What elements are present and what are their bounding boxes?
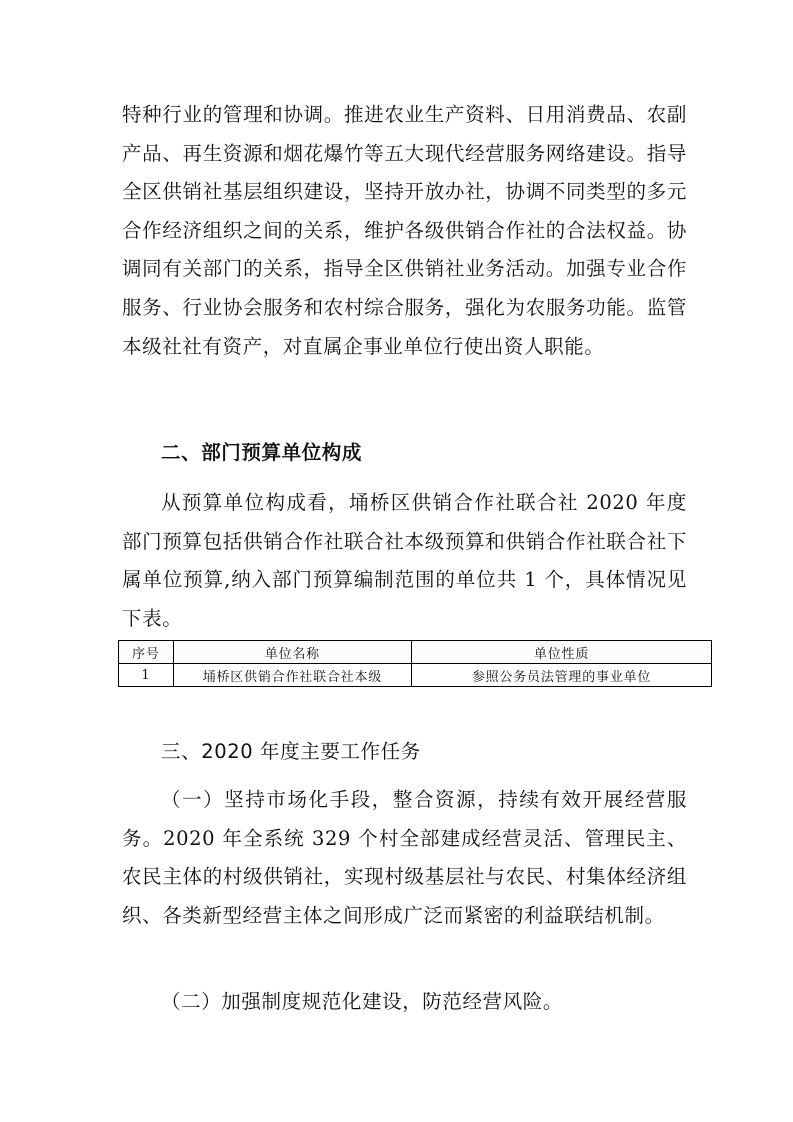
body-paragraph: 特种行业的管理和协调。推进农业生产资料、日用消费品、农副产品、再生资源和烟花爆竹等五大现代经营服务网络建设。指导全区供销社基层组织建设，坚持开放办社，协调不同类型的多元合作经济组织之间的关系，维护各级供销合作社的合法权益。协调同有关部门的关系，指导全区供销社业务活动。加强专业合作服务、行业协会服务和农村综合服务，强化为农服务功能。监管本级社社有资产，对直属企事业单位行使出资人职能。 — [122, 103, 687, 358]
body-paragraph: （一）坚持市场化手段，整合资源，持续有效开展经营服务。2020 年全系统 329 个村全部建成经营灵活、管理民主、农民主体的村级供销社，实现村级基层社与农民、村集体经济组织、各类新型经营主体之间形成广泛而紧密的利益联结机制。 — [122, 788, 687, 927]
column-header-unit-type: 单位性质 — [412, 641, 712, 664]
section-heading: 二、部门预算单位构成 — [161, 441, 363, 464]
table-row — [119, 664, 712, 687]
table-cell-unit-type: 参照公务员法管理的事业单位 — [412, 664, 712, 687]
table-header-row — [119, 641, 712, 664]
body-paragraph: （二）加强制度规范化建设，防范经营风险。 — [161, 990, 564, 1013]
body-paragraph: 从预算单位构成看，埇桥区供销合作社联合社 2020 年度部门预算包括供销合作社联合社本级预算和供销合作社联合社下属单位预算,纳入部门预算编制范围的单位共 1 个，具体情况见下表。 — [122, 491, 687, 630]
table-cell-unit-name: 埇桥区供销合作社联合社本级 — [173, 664, 411, 687]
column-header-unit-name: 单位名称 — [173, 641, 411, 664]
unit-table — [118, 640, 712, 687]
section-heading: 三、2020 年度主要工作任务 — [161, 740, 421, 763]
column-header-index: 序号 — [119, 641, 174, 664]
table-cell-index: 1 — [119, 664, 174, 687]
